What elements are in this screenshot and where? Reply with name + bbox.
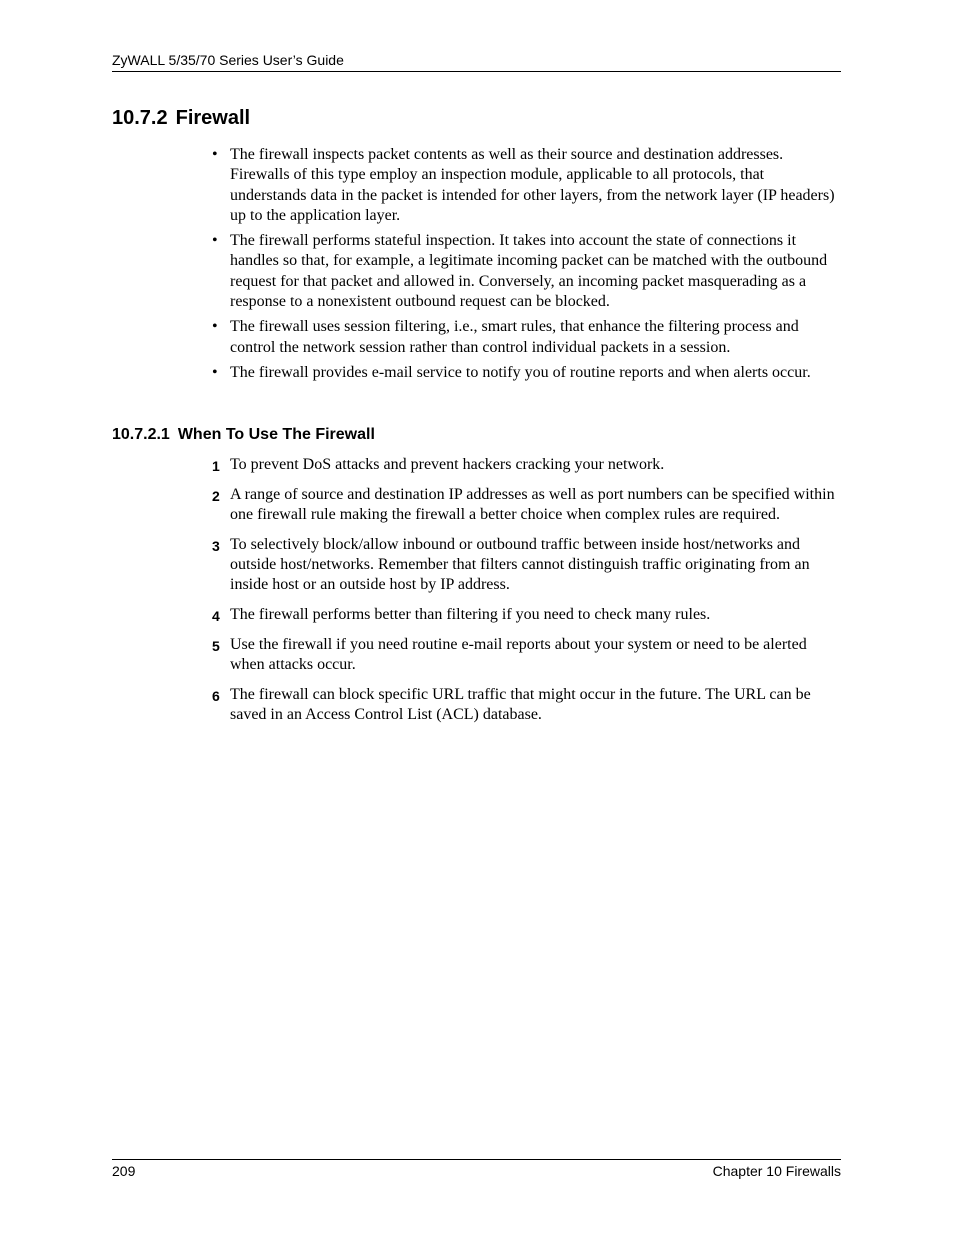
section-heading	[112, 105, 250, 131]
step-item	[212, 685, 840, 726]
page-number: 209	[112, 1163, 136, 1179]
step-text: Use the firewall if you need routine e-mail reports about your system or need to be alerted when attacks occur.	[230, 636, 807, 674]
subsection-number: 10.7.2.1	[112, 426, 170, 443]
bullet-icon: •	[212, 363, 218, 381]
step-number: 3	[212, 537, 220, 554]
step-text: The firewall can block specific URL traffic that might occur in the future. The URL can be saved in an Access Control List (ACL) database.	[230, 686, 811, 724]
section-title: Firewall	[175, 107, 251, 129]
bullet-text: The firewall performs stateful inspection. It takes into account the state of connections it handles so that, for example, a legitimate incoming packet can be matched with the outbound request for that packet and allowed in. Conversely, an incoming packet masquerading as a response to a nonexistent outbound request can be blocked.	[230, 232, 828, 311]
step-item	[212, 635, 840, 676]
step-text: To prevent DoS attacks and prevent hackers cracking your network.	[230, 456, 665, 473]
section-number: 10.7.2	[112, 107, 168, 129]
step-text: The firewall performs better than filtering if you need to check many rules.	[230, 606, 711, 624]
header-divider	[112, 71, 841, 72]
bullet-icon: •	[212, 232, 218, 250]
bullet-text: The firewall uses session filtering, i.e., smart rules, that enhance the filtering process and control the network session rather than control individual packets in a session.	[230, 318, 799, 356]
chapter-label: Chapter 10 Firewalls	[712, 1163, 841, 1179]
footer-divider	[112, 1159, 841, 1160]
bullet-text: The firewall provides e-mail service to notify you of routine reports and when alerts occur.	[230, 363, 811, 381]
step-item	[212, 455, 840, 475]
step-text: To selectively block/allow inbound or outbound traffic between inside host/networks and outside host/networks. Remember that filters cannot distinguish traffic originating from an inside host or an outside host by IP address.	[230, 535, 810, 594]
bullet-text: The firewall inspects packet contents as well as their source and destination addresses. Firewalls of this type employ an inspection module, applicable to all protocols, that understands data in the packet is intended for other layers, from the network layer (IP headers) up to the application layer.	[230, 146, 835, 224]
bullet-item	[212, 363, 840, 383]
bullet-icon: •	[212, 146, 218, 163]
step-number: 6	[212, 688, 220, 705]
step-number: 1	[212, 458, 220, 474]
bullet-item	[212, 145, 840, 226]
step-number: 5	[212, 638, 220, 655]
bullet-icon: •	[212, 318, 218, 336]
step-number: 4	[212, 608, 220, 625]
step-item	[212, 605, 840, 625]
step-text: A range of source and destination IP addresses as well as port numbers can be specified within one firewall rule making the firewall a better choice when complex rules are required.	[230, 485, 835, 524]
subsection-title: When To Use The Firewall	[177, 426, 375, 443]
step-number: 2	[212, 487, 220, 504]
step-item	[212, 535, 840, 596]
running-header: ZyWALL 5/35/70 Series User’s Guide	[112, 52, 344, 68]
subsection-heading	[112, 424, 375, 445]
bullet-item	[212, 231, 840, 312]
firewall-features-list	[212, 145, 840, 388]
when-to-use-list	[212, 455, 840, 735]
bullet-item	[212, 317, 840, 358]
step-item	[212, 485, 840, 526]
